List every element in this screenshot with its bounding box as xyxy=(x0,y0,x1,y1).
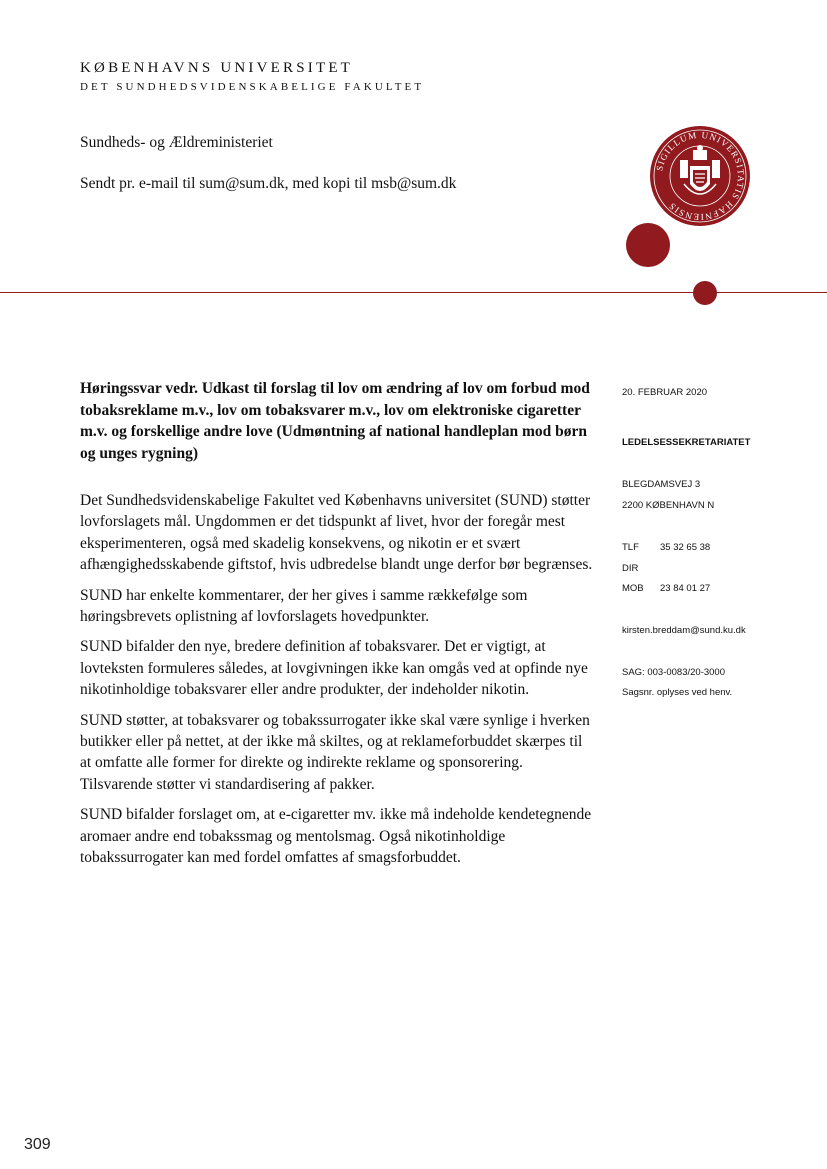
case-number: SAG: 003-0083/20-3000 xyxy=(622,667,725,678)
university-seal-icon xyxy=(650,126,750,226)
faculty-name: DET SUNDHEDSVIDENSKABELIGE FAKULTET xyxy=(80,81,425,93)
mobile-label: MOB xyxy=(622,583,644,594)
page-number: 309 xyxy=(24,1136,51,1153)
phone-label: TLF xyxy=(622,542,639,553)
case-note: Sagsnr. oplyses ved henv. xyxy=(622,687,733,698)
paragraph: SUND har enkelte kommentarer, der her gives i samme rækkefølge som høringsbrevets oplistning af lovforslagets hovedpunkter. xyxy=(80,586,528,626)
decorative-dot-large xyxy=(626,223,670,267)
paragraph: SUND støtter, at tobaksvarer og tobakssurrogater ikke skal være synlige i hverken butikker eller på nettet, at der ikke må skiltes, og at reklameforbuddet skærpes til at omfatte alle former for direkte og indirekte reklame og sponsorering. Tilsvarende støtter vi standardisering af pakker. xyxy=(80,711,590,793)
recipient: Sundheds- og Ældreministeriet xyxy=(80,134,273,151)
direct-row xyxy=(622,563,660,574)
email-address[interactable]: kirsten.breddam@sund.ku.dk xyxy=(622,625,746,636)
decorative-dot-small xyxy=(693,281,717,305)
paragraph: Det Sundhedsvidenskabelige Fakultet ved Københavns universitet (SUND) støtter lovforslagets mål. Ungdommen er det tidspunkt af livet, hvor der foregår mest eksperimenteren, også med skadelig konsekvens, og nikotin er et svært afhængighedsskabende giftstof, hvis udbredelse blandt unge derfor bør begrænses. xyxy=(80,492,593,574)
paragraph: SUND bifalder forslaget om, at e-cigaretter mv. ikke må indeholde kendetegnende aromaer andre end tobakssmag og mentolsmag. Også nikotinholdige tobakssurrogater kan med fordel omfattes af smagsforbuddet. xyxy=(80,806,592,867)
address-street: BLEGDAMSVEJ 3 xyxy=(622,479,701,490)
letter-date: 20. FEBRUAR 2020 xyxy=(622,387,708,398)
address-city: 2200 KØBENHAVN N xyxy=(622,500,715,511)
direct-label: DIR xyxy=(622,563,639,574)
mobile-row xyxy=(622,583,710,594)
phone-value: 35 32 65 38 xyxy=(660,542,711,553)
university-name: KØBENHAVNS UNIVERSITET xyxy=(80,60,354,76)
letter-body xyxy=(80,490,595,878)
department: LEDELSESSEKRETARIATET xyxy=(622,437,751,448)
mobile-value: 23 84 01 27 xyxy=(660,583,711,594)
phone-row xyxy=(622,542,710,553)
paragraph: SUND bifalder den nye, bredere definition af tobaksvarer. Det er vigtigt, at lovteksten formuleres således, at lovgivningen ikke kan omgås ved at opfinde nye nikotinholdige tobaksvarer eller andre produkter, der indeholder nikotin. xyxy=(80,638,588,699)
subject-heading: Høringssvar vedr. Udkast til forslag til lov om ændring af lov om forbud mod tobaksreklame m.v., lov om tobaksvarer m.v., lov om elektroniske cigaretter m.v. og forskellige andre love (Udmøntning af national handleplan mod børn og unges rygning) xyxy=(80,380,590,462)
sent-to-line: Sendt pr. e-mail til sum@sum.dk, med kopi til msb@sum.dk xyxy=(80,175,457,192)
seal-lettering: SIGILLUM UNIVERSITATIS HAFNIENSIS xyxy=(654,129,747,223)
